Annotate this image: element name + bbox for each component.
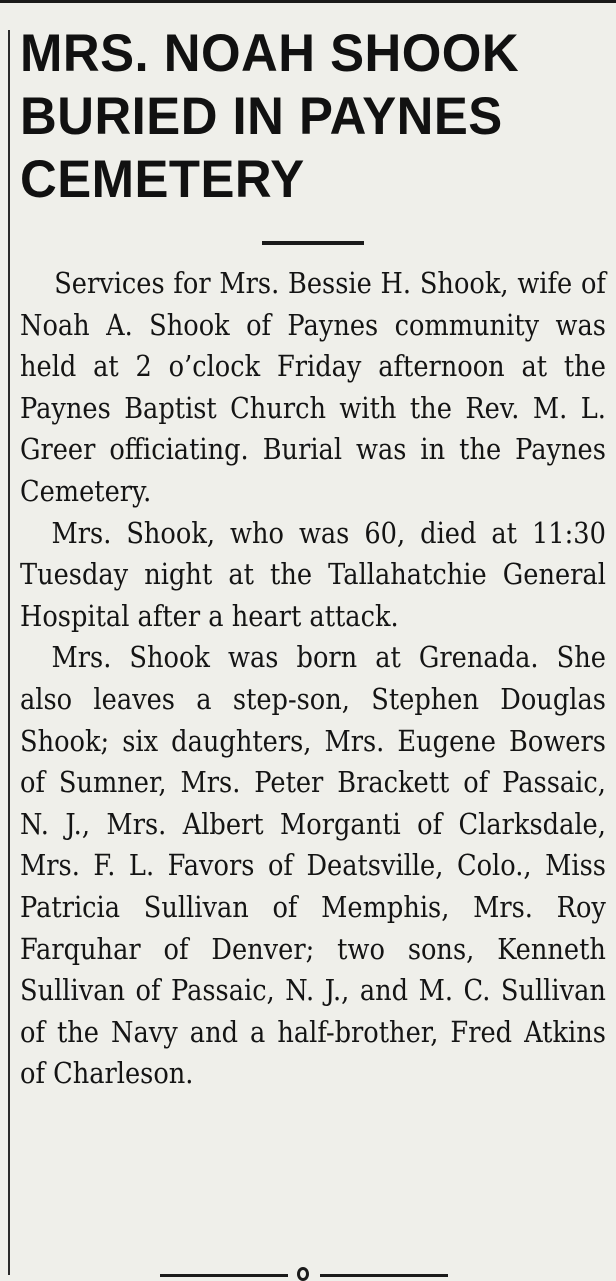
article-end-mark [160,1266,450,1280]
article-body [20,263,606,1095]
article-headline [20,22,583,211]
end-rule-left [160,1274,288,1277]
paragraph-services: Services for Mrs. Bessie H. Shook, wife of Noah A. Shook of Paynes community was held at 2 o’clock Friday afternoon at the Paynes Baptist Church with the Rev. M. L. Greer officiating. Burial was in the Paynes Cemetery. [20,267,606,508]
news-article [20,22,606,1095]
end-rule-right [320,1274,448,1277]
headline-line-3: CEMETERY [20,150,305,209]
left-column-rule [8,30,10,1275]
end-circle-ornament [297,1267,309,1281]
headline-line-1: MRS. NOAH SHOOK [20,24,520,83]
headline-divider [262,241,364,245]
headline-line-2: BURIED IN PAYNES [20,87,503,146]
top-column-rule [0,0,616,3]
paragraph-death: Mrs. Shook, who was 60, died at 11:30 Tuesday night at the Tallahatchie General Hospital after a heart attack. [20,516,606,633]
paragraph-survivors: Mrs. Shook was born at Grenada. She also leaves a step-son, Stephen Douglas Shook; six daughters, Mrs. Eugene Bowers of Sumner, Mrs. Peter Brackett of Passaic, N. J., Mrs. Albert Morganti of Clarksdale, Mrs. F. L. Favors of Deatsville, Colo., Miss Patricia Sullivan of Memphis, Mrs. Roy Farquhar of Denver; two sons, Kenneth Sullivan of Passaic, N. J., and M. C. Sullivan of the Navy and a half-brother, Fred Atkins of Charleson. [20,641,606,1091]
